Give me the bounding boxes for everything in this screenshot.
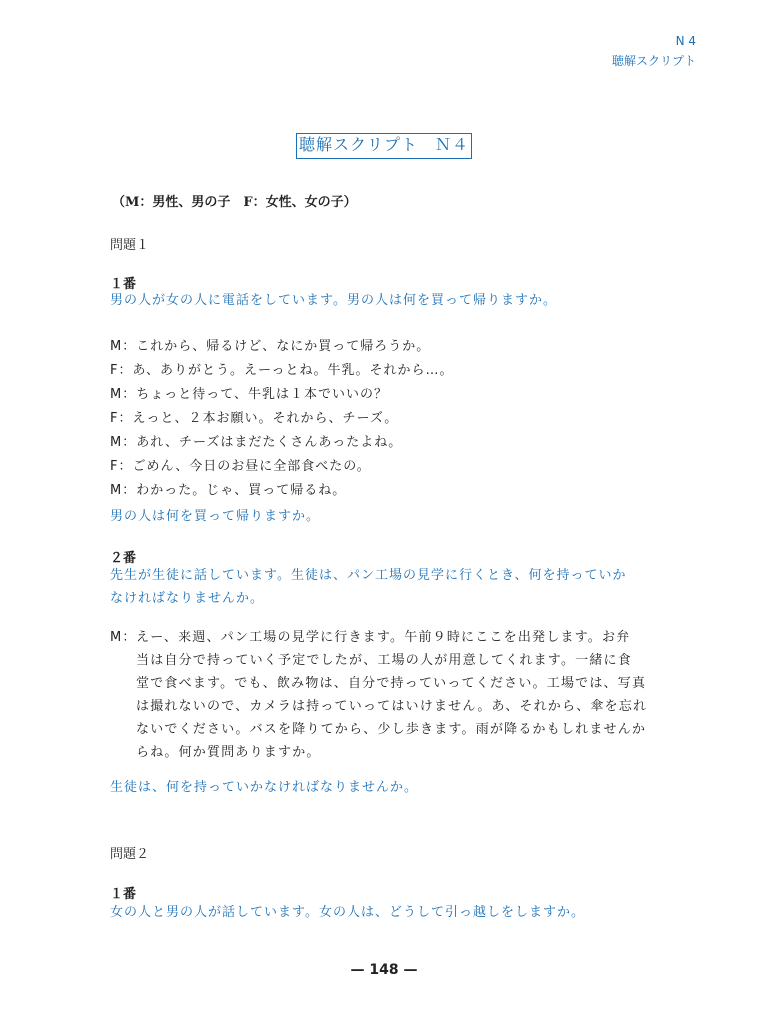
- speaker-legend: （M：男性、男の子 F：女性、女の子）: [112, 195, 357, 210]
- monologue-text: [136, 626, 670, 764]
- item2-question: [110, 564, 626, 610]
- dialogue-line: M：ちょっと待って、牛乳は１本でいいの？: [110, 387, 388, 402]
- header-title: 聴解スクリプト: [611, 54, 696, 68]
- dialogue-line: M：わかった。じゃ、買って帰るね。: [110, 483, 347, 498]
- section2-item1-number: １番: [110, 887, 137, 902]
- monologue-line: は撮れないので、カメラは持っていってはいけません。あ、それから、傘を忘れ: [136, 699, 648, 714]
- item1-number: １番: [110, 277, 137, 292]
- section1-heading: 問題１: [110, 238, 150, 253]
- section2-item1-question: 女の人と男の人が話しています。女の人は、どうして引っ越しをしますか。: [110, 905, 585, 920]
- monologue-line: 堂で食べます。でも、飲み物は、自分で持っていってください。工場では、写真: [136, 676, 647, 691]
- speaker-label: M：: [110, 630, 137, 645]
- header-level: N 4: [675, 34, 696, 48]
- section2-heading: 問題２: [110, 847, 150, 862]
- dialogue-line: F：あ、ありがとう。えーっとね。牛乳。それから…。: [110, 363, 454, 378]
- monologue-line: えー、来週、パン工場の見学に行きます。午前９時にここを出発します。お弁: [136, 630, 631, 645]
- item2-monologue: [110, 626, 670, 764]
- item1-question: 男の人が女の人に電話をしています。男の人は何を買って帰りますか。: [110, 293, 557, 308]
- question-line: 先生が生徒に話しています。生徒は、パン工場の見学に行くとき、何を持っていか: [110, 568, 627, 583]
- dialogue-line: F：ごめん、今日のお昼に全部食べたの。: [110, 459, 371, 474]
- monologue-line: らね。何か質問ありますか。: [136, 745, 321, 760]
- question-line: なければなりませんか。: [110, 591, 265, 606]
- dialogue-line: F：えっと、２本お願い。それから、チーズ。: [110, 411, 399, 426]
- item2-number: ２番: [110, 551, 137, 566]
- item2-question-repeat: 生徒は、何を持っていかなければなりませんか。: [110, 780, 419, 795]
- monologue-line: ないでください。バスを降りてから、少し歩きます。雨が降るかもしれませんか: [136, 722, 647, 737]
- monologue-line: 当は自分で持っていく予定でしたが、工場の人が用意してくれます。一緒に食: [136, 653, 632, 668]
- page-number: — 148 —: [350, 962, 418, 978]
- item1-question-repeat: 男の人は何を買って帰りますか。: [110, 509, 321, 524]
- dialogue-line: M：あれ、チーズはまだたくさんあったよね。: [110, 435, 403, 450]
- page-title: 聴解スクリプト Ｎ４: [296, 133, 472, 159]
- dialogue-line: M：これから、帰るけど、なにか買って帰ろうか。: [110, 339, 431, 354]
